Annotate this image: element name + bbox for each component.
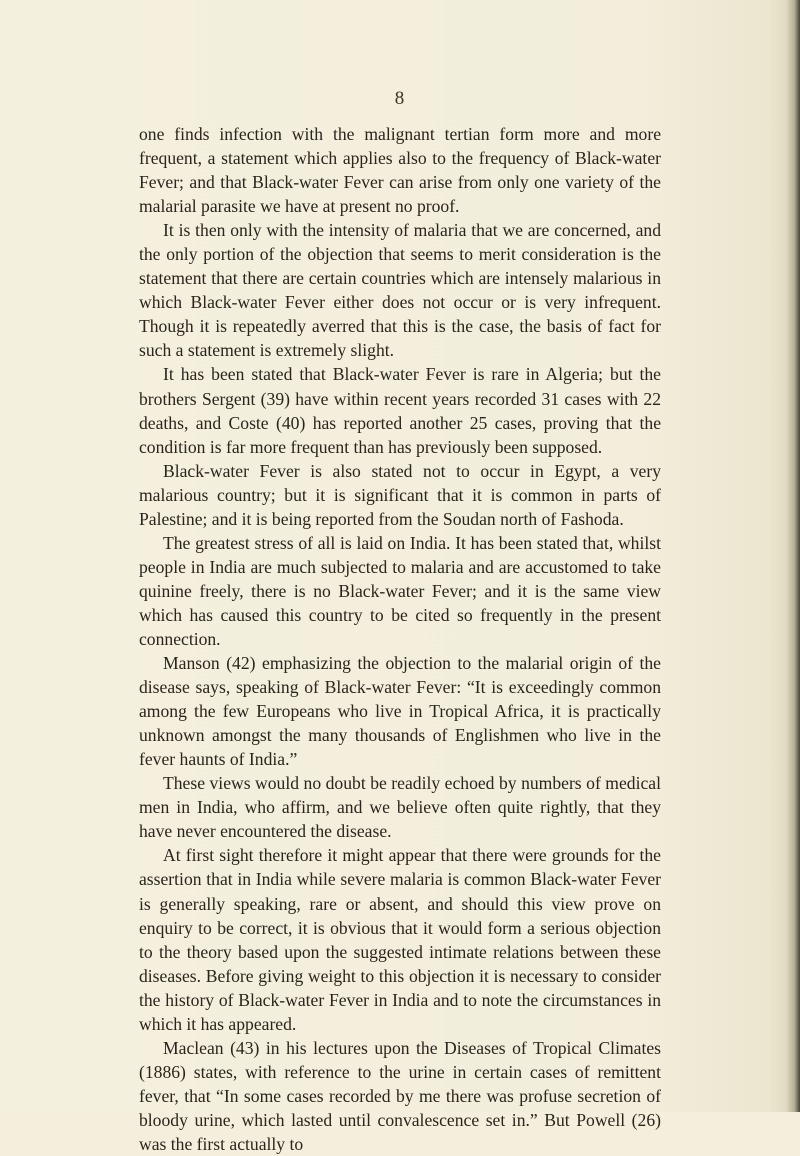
paragraph: At first sight therefore it might appear that there were grounds for the assertion that in India while severe malaria is common Black-water Fever is generally speaking, rare or absent, and should this view prove on enquiry to be correct, it is obvious that it would form a serious objection to the theory based upon the suggested intimate relations between these diseases. Before giving weight to this objection it is necessary to consider the history of Black-water Fever in India and to note the circumstances in which it has appeared.: [139, 845, 661, 1034]
paragraph: It is then only with the intensity of malaria that we are concerned, and the only portion of the objection that seems to merit consideration is the statement that there are certain countries which are intensely malarious in which Black-water Fever either does not occur or is very infrequent. Though it is repeatedly averred that this is the case, the basis of fact for such a statement is extremely slight.: [139, 220, 661, 361]
paragraph: These views would no doubt be readily echoed by numbers of medical men in India, who affirm, and we believe often quite rightly, that they have never encountered the disease.: [139, 773, 661, 842]
paragraph: Maclean (43) in his lectures upon the Diseases of Tropical Climates (1886) states, with reference to the urine in certain cases of remittent fever, that “In some cases recorded by me there was profuse secretion of bloody urine, which lasted until convalescence set in.” But Powell (26) was the first actually to: [139, 1037, 661, 1154]
page-edge-shadow: [786, 0, 800, 1112]
body-text: [139, 122, 661, 1156]
page-number: 8: [394, 88, 406, 109]
paragraph: Black-water Fever is also stated not to occur in Egypt, a very malarious country; but it is significant that it is common in parts of Palestine; and it is being reported from the Soudan north of Fashoda.: [139, 460, 661, 529]
paragraph: one finds infection with the malignant tertian form more and more frequent, a statement which applies also to the frequency of Black-water Fever; and that Black-water Fever can arise from only one variety of the malarial parasite we have at present no proof.: [139, 124, 661, 217]
paragraph: Manson (42) emphasizing the objection to the malarial origin of the disease says, speaking of Black-water Fever: “It is exceedingly common among the few Europeans who live in Tropical Africa, it is practically unknown amongst the many thousands of Englishmen who live in the fever haunts of India.”: [139, 653, 661, 770]
paragraph: It has been stated that Black-water Fever is rare in Algeria; but the brothers Sergent (39) have within recent years recorded 31 cases with 22 deaths, and Coste (40) has reported another 25 cases, proving that the condition is far more frequent than has previously been supposed.: [139, 364, 661, 457]
paragraph: The greatest stress of all is laid on India. It has been stated that, whilst people in India are much subjected to malaria and are accustomed to take quinine freely, there is no Black-water Fever; and it is the same view which has caused this country to be cited so frequently in the present connection.: [139, 532, 661, 649]
